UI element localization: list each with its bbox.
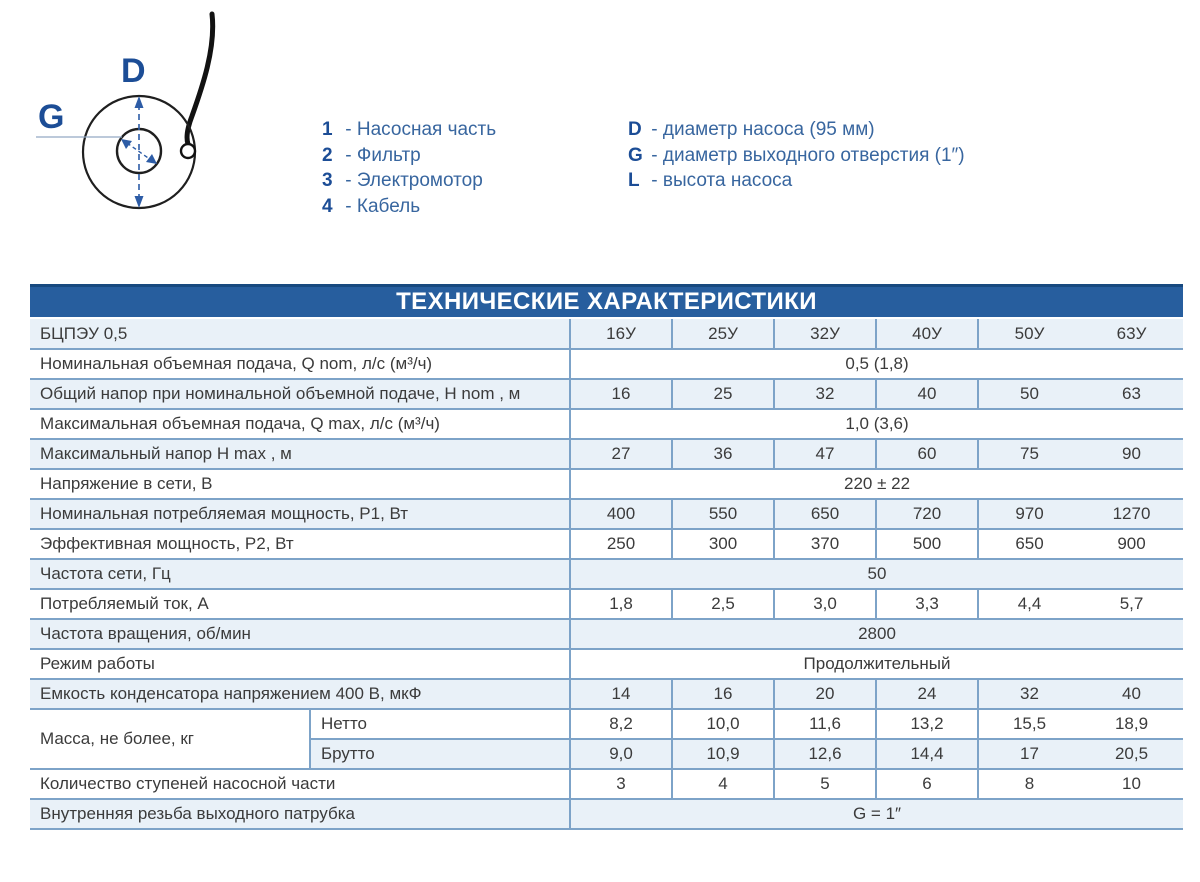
- spec-label-cell: Номинальная объемная подача, Q nom, л/с (м³/ч): [30, 349, 570, 379]
- merged-value-cell: G = 1″: [570, 799, 1183, 829]
- spec-value-cell: 20: [774, 679, 876, 709]
- table-row: [30, 799, 1183, 829]
- col-header-cell: 40У: [876, 319, 978, 349]
- spec-value-cell: 3,3: [876, 589, 978, 619]
- spec-value-cell: 550: [672, 499, 774, 529]
- col-header-cell: 50У: [978, 319, 1080, 349]
- spec-value-cell: 18,9: [1080, 709, 1183, 739]
- spec-value-cell: 400: [570, 499, 672, 529]
- table-row: [30, 439, 1183, 469]
- spec-label-cell: Количество ступеней насосной части: [30, 769, 570, 799]
- legend-dash: -: [340, 195, 357, 217]
- spec-value-cell: 40: [1080, 679, 1183, 709]
- legend-text: высота насоса: [662, 170, 793, 192]
- spec-value-cell: 500: [876, 529, 978, 559]
- legend-key: D: [628, 119, 642, 140]
- sub-label-cell: Нетто: [310, 709, 570, 739]
- merged-value-cell: 2800: [570, 619, 1183, 649]
- spec-label-cell: Емкость конденсатора напряжением 400 В, мкФ: [30, 679, 570, 709]
- spec-value-cell: 14: [570, 679, 672, 709]
- spec-value-cell: 13,2: [876, 709, 978, 739]
- spec-label-cell: Номинальная потребляемая мощность, P1, Вт: [30, 499, 570, 529]
- spec-value-cell: 8,2: [570, 709, 672, 739]
- legend-dash: -: [340, 170, 357, 192]
- spec-value-cell: 5,7: [1080, 589, 1183, 619]
- legend-dash: -: [340, 119, 357, 140]
- spec-value-cell: 17: [978, 739, 1080, 769]
- spec-label-cell: Масса, не более, кг: [30, 709, 310, 769]
- spec-value-cell: 3: [570, 769, 672, 799]
- spec-value-cell: 36: [672, 439, 774, 469]
- spec-value-cell: 24: [876, 679, 978, 709]
- legend-key: 2: [322, 144, 333, 166]
- spec-label-cell: Максимальный напор H max , м: [30, 439, 570, 469]
- table-row: [30, 769, 1183, 799]
- spec-value-cell: 4: [672, 769, 774, 799]
- spec-value-cell: 970: [978, 499, 1080, 529]
- spec-value-cell: 11,6: [774, 709, 876, 739]
- spec-value-cell: 10,0: [672, 709, 774, 739]
- col-header-cell: 63У: [1116, 323, 1147, 343]
- spec-value-cell: 20,5: [1080, 739, 1183, 769]
- table-row: [30, 469, 1183, 499]
- table-row: [30, 649, 1183, 679]
- legend-key: 1: [322, 119, 333, 140]
- spec-value-cell: 16: [672, 679, 774, 709]
- spec-value-cell: 250: [570, 529, 672, 559]
- spec-value-cell: 47: [774, 439, 876, 469]
- spec-value-cell: 1,8: [570, 589, 672, 619]
- spec-value-cell: 27: [570, 439, 672, 469]
- table-row: [30, 409, 1183, 439]
- spec-label-cell: Внутренняя резьба выходного патрубка: [30, 799, 570, 829]
- model-label-cell: БЦПЭУ 0,5: [40, 323, 128, 343]
- legend-text: Фильтр: [356, 144, 421, 166]
- specs-section: [30, 284, 1183, 830]
- legend-item: [628, 143, 965, 169]
- table-row: [30, 379, 1183, 409]
- merged-value-cell: 220 ± 22: [570, 469, 1183, 499]
- spec-label-cell: Напряжение в сети, В: [30, 469, 570, 499]
- table-row: [30, 529, 1183, 559]
- legend-item: [322, 194, 496, 220]
- spec-value-cell: 650: [774, 499, 876, 529]
- spec-value-cell: 63: [1080, 379, 1183, 409]
- spec-value-cell: 300: [672, 529, 774, 559]
- table-row: [30, 349, 1183, 379]
- spec-value-cell: 3,0: [774, 589, 876, 619]
- col-header-cell: 32У: [774, 319, 876, 349]
- legend-dash: -: [646, 144, 663, 166]
- spec-value-cell: 900: [1080, 529, 1183, 559]
- spec-value-cell: 10,9: [672, 739, 774, 769]
- legend-text: диаметр насоса (95 мм): [662, 119, 875, 140]
- legend-dash: -: [646, 170, 663, 192]
- legend-dash: -: [646, 119, 663, 140]
- diameter-d-arrow-bottom: [135, 196, 144, 208]
- spec-label-cell: Режим работы: [30, 649, 570, 679]
- table-row: [30, 589, 1183, 619]
- legend-text: диаметр выходного отверстия (1″): [662, 144, 965, 166]
- spec-value-cell: 6: [876, 769, 978, 799]
- spec-value-cell: 12,6: [774, 739, 876, 769]
- spec-label-cell: Частота вращения, об/мин: [30, 619, 570, 649]
- spec-value-cell: 720: [876, 499, 978, 529]
- spec-value-cell: 2,5: [672, 589, 774, 619]
- col-header-cell: 16У: [570, 319, 672, 349]
- spec-value-cell: 14,4: [876, 739, 978, 769]
- spec-value-cell: 5: [774, 769, 876, 799]
- spec-value-cell: 4,4: [978, 589, 1080, 619]
- legend-item: [628, 168, 965, 194]
- legend-item: [322, 117, 496, 143]
- spec-label-cell: Максимальная объемная подача, Q max, л/с (м³/ч): [30, 409, 570, 439]
- spec-value-cell: 1270: [1080, 499, 1183, 529]
- legend-text: Электромотор: [356, 170, 483, 192]
- spec-value-cell: 25: [672, 379, 774, 409]
- legend-dimensions: [628, 117, 965, 194]
- spec-value-cell: 16: [570, 379, 672, 409]
- diameter-g-arrow-a: [121, 139, 132, 149]
- legend-text: Кабель: [356, 195, 421, 217]
- diagram-label-d: D: [121, 52, 146, 90]
- table-row: [30, 619, 1183, 649]
- spec-value-cell: 15,5: [978, 709, 1080, 739]
- legend-dash: -: [340, 144, 357, 166]
- diameter-g-arrow-b: [146, 154, 157, 164]
- table-row: [30, 499, 1183, 529]
- spec-value-cell: 50: [978, 379, 1080, 409]
- spec-value-cell: 32: [774, 379, 876, 409]
- cable-gland: [181, 144, 195, 158]
- sub-label-cell: Брутто: [310, 739, 570, 769]
- table-row: [30, 559, 1183, 589]
- legend-item: [322, 143, 496, 169]
- legend-parts: [322, 117, 496, 219]
- spec-label-cell: Эффективная мощность, P2, Вт: [30, 529, 570, 559]
- table-row: [30, 679, 1183, 709]
- spec-value-cell: 90: [1080, 439, 1183, 469]
- cable: [187, 14, 213, 144]
- spec-label-cell: Потребляемый ток, А: [30, 589, 570, 619]
- merged-value-cell: 1,0 (3,6): [570, 409, 1183, 439]
- spec-value-cell: 75: [978, 439, 1080, 469]
- legend-item: [322, 168, 496, 194]
- legend-key: 3: [322, 170, 333, 192]
- spec-value-cell: 9,0: [570, 739, 672, 769]
- specs-table: [30, 319, 1183, 830]
- spec-value-cell: 40: [876, 379, 978, 409]
- legend-text: Насосная часть: [356, 119, 497, 140]
- specs-table-title: ТЕХНИЧЕСКИЕ ХАРАКТЕРИСТИКИ: [30, 284, 1183, 317]
- spec-label-cell: Общий напор при номинальной объемной подаче, H nom , м: [30, 379, 570, 409]
- spec-value-cell: 10: [1080, 769, 1183, 799]
- spec-value-cell: 32: [978, 679, 1080, 709]
- col-header-cell: 25У: [672, 319, 774, 349]
- spec-value-cell: 370: [774, 529, 876, 559]
- diagram-label-g: G: [38, 98, 65, 136]
- legend-item: [628, 117, 965, 143]
- table-row: [30, 709, 1183, 739]
- legend-key: L: [628, 170, 640, 192]
- legend-key: G: [628, 144, 643, 166]
- diameter-d-arrow-top: [135, 96, 144, 108]
- merged-value-cell: 0,5 (1,8): [570, 349, 1183, 379]
- pump-top-view-diagram: [0, 0, 320, 240]
- merged-value-cell: Продолжительный: [570, 649, 1183, 679]
- spec-label-cell: Частота сети, Гц: [30, 559, 570, 589]
- spec-value-cell: 8: [978, 769, 1080, 799]
- table-row: [30, 319, 1183, 349]
- spec-value-cell: 60: [876, 439, 978, 469]
- legend-key: 4: [322, 195, 333, 217]
- spec-value-cell: 650: [978, 529, 1080, 559]
- merged-value-cell: 50: [570, 559, 1183, 589]
